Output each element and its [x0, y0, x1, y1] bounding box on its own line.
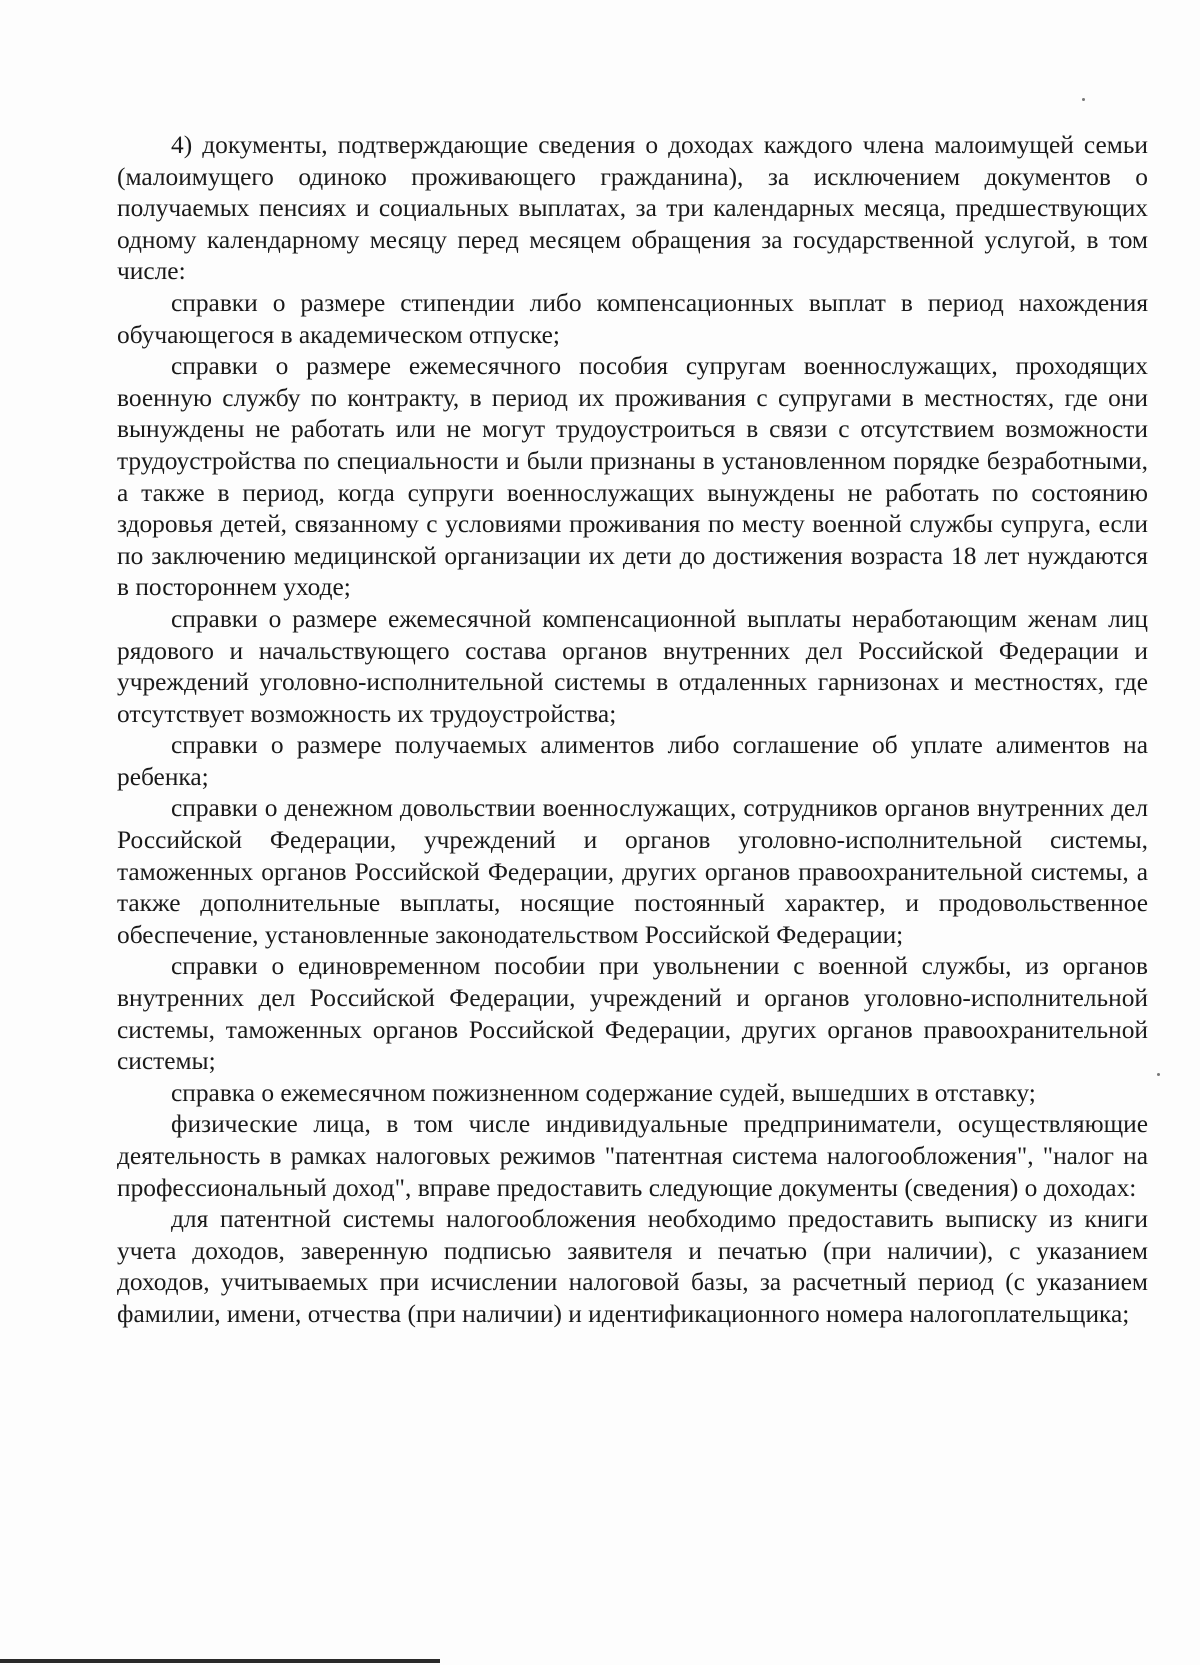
paragraph-spouse-allowance-certificates: справки о размере ежемесячного пособия супругам военнослужащих, проходящих военную службу по контракту, в период их проживания с супругами в местностях, где они вынуждены не работать или не могут трудоустроиться в связи с отсутствием возможности трудоустройства по специальности и были признаны в установленном порядке безработными, а также в период, когда супруги военнослужащих вынуждены не работать по состоянию здоровья детей, связанному с условиями проживания по месту военной службы супруга, если по заключению медицинской организации их дети до достижения возраста 18 лет нуждаются в постороннем уходе;	[117, 352, 1148, 602]
scan-speck	[1082, 98, 1085, 101]
paragraph-alimony-certificates: справки о размере получаемых алиментов либо соглашение об уплате алиментов на ребенка;	[117, 731, 1148, 791]
paragraph-item-4-documents: 4) документы, подтверждающие сведения о доходах каждого члена малоимущей семьи (малоимущего одиноко проживающего гражданина), за исключением документов о получаемых пенсиях и социальных выплатах, за три календарных месяца, предшествующих одному календарному месяцу перед месяцем обращения за государственной услугой, в том числе:	[117, 131, 1148, 286]
paragraph-compensation-payment-certificates: справки о размере ежемесячной компенсационной выплаты неработающим женам лиц рядового и начальствующего состава органов внутренних дел Российской Федерации и учреждений уголовно-исполнительной системы в отдаленных гарнизонах и местностях, где отсутствует возможность их трудоустройства;	[117, 604, 1148, 728]
scan-edge-line	[0, 1659, 440, 1663]
paragraph-scholarship-certificates: справки о размере стипендии либо компенсационных выплат в период нахождения обучающегося в академическом отпуске;	[117, 288, 1148, 349]
document-body	[117, 130, 1148, 1331]
paragraph-individuals-tax-regimes: физические лица, в том числе индивидуальные предприниматели, осуществляющие деятельность в рамках налоговых режимов "патентная система налогообложения", "налог на профессиональный доход", вправе предоставить следующие документы (сведения) о доходах:	[117, 1110, 1148, 1202]
scan-speck	[1157, 1073, 1160, 1076]
paragraph-judge-allowance-certificate: справка о ежемесячном пожизненном содержание судей, вышедших в отставку;	[171, 1078, 1036, 1107]
paragraph-severance-benefit-certificates: справки о единовременном пособии при увольнении с военной службы, из органов внутренних дел Российской Федерации, учреждений и органов уголовно-исполнительной системы, таможенных органов Российской Федерации, других органов правоохранительной системы;	[117, 952, 1148, 1076]
paragraph-monetary-allowance-certificates: справки о денежном довольствии военнослужащих, сотрудников органов внутренних дел Российской Федерации, учреждений и органов уголовно-исполнительной системы, таможенных органов Российской Федерации, других органов правоохранительной системы, а также дополнительные выплаты, носящие постоянный характер, и продовольственное обеспечение, установленные законодательством Российской Федерации;	[117, 794, 1148, 949]
paragraph-patent-system-extract: для патентной системы налогообложения необходимо предоставить выписку из книги учета доходов, заверенную подписью заявителя и печатью (при наличии), с указанием доходов, учитываемых при исчислении налоговой базы, за расчетный период (с указанием фамилии, имени, отчества (при наличии) и идентификационного номера налогоплательщика;	[117, 1205, 1148, 1328]
